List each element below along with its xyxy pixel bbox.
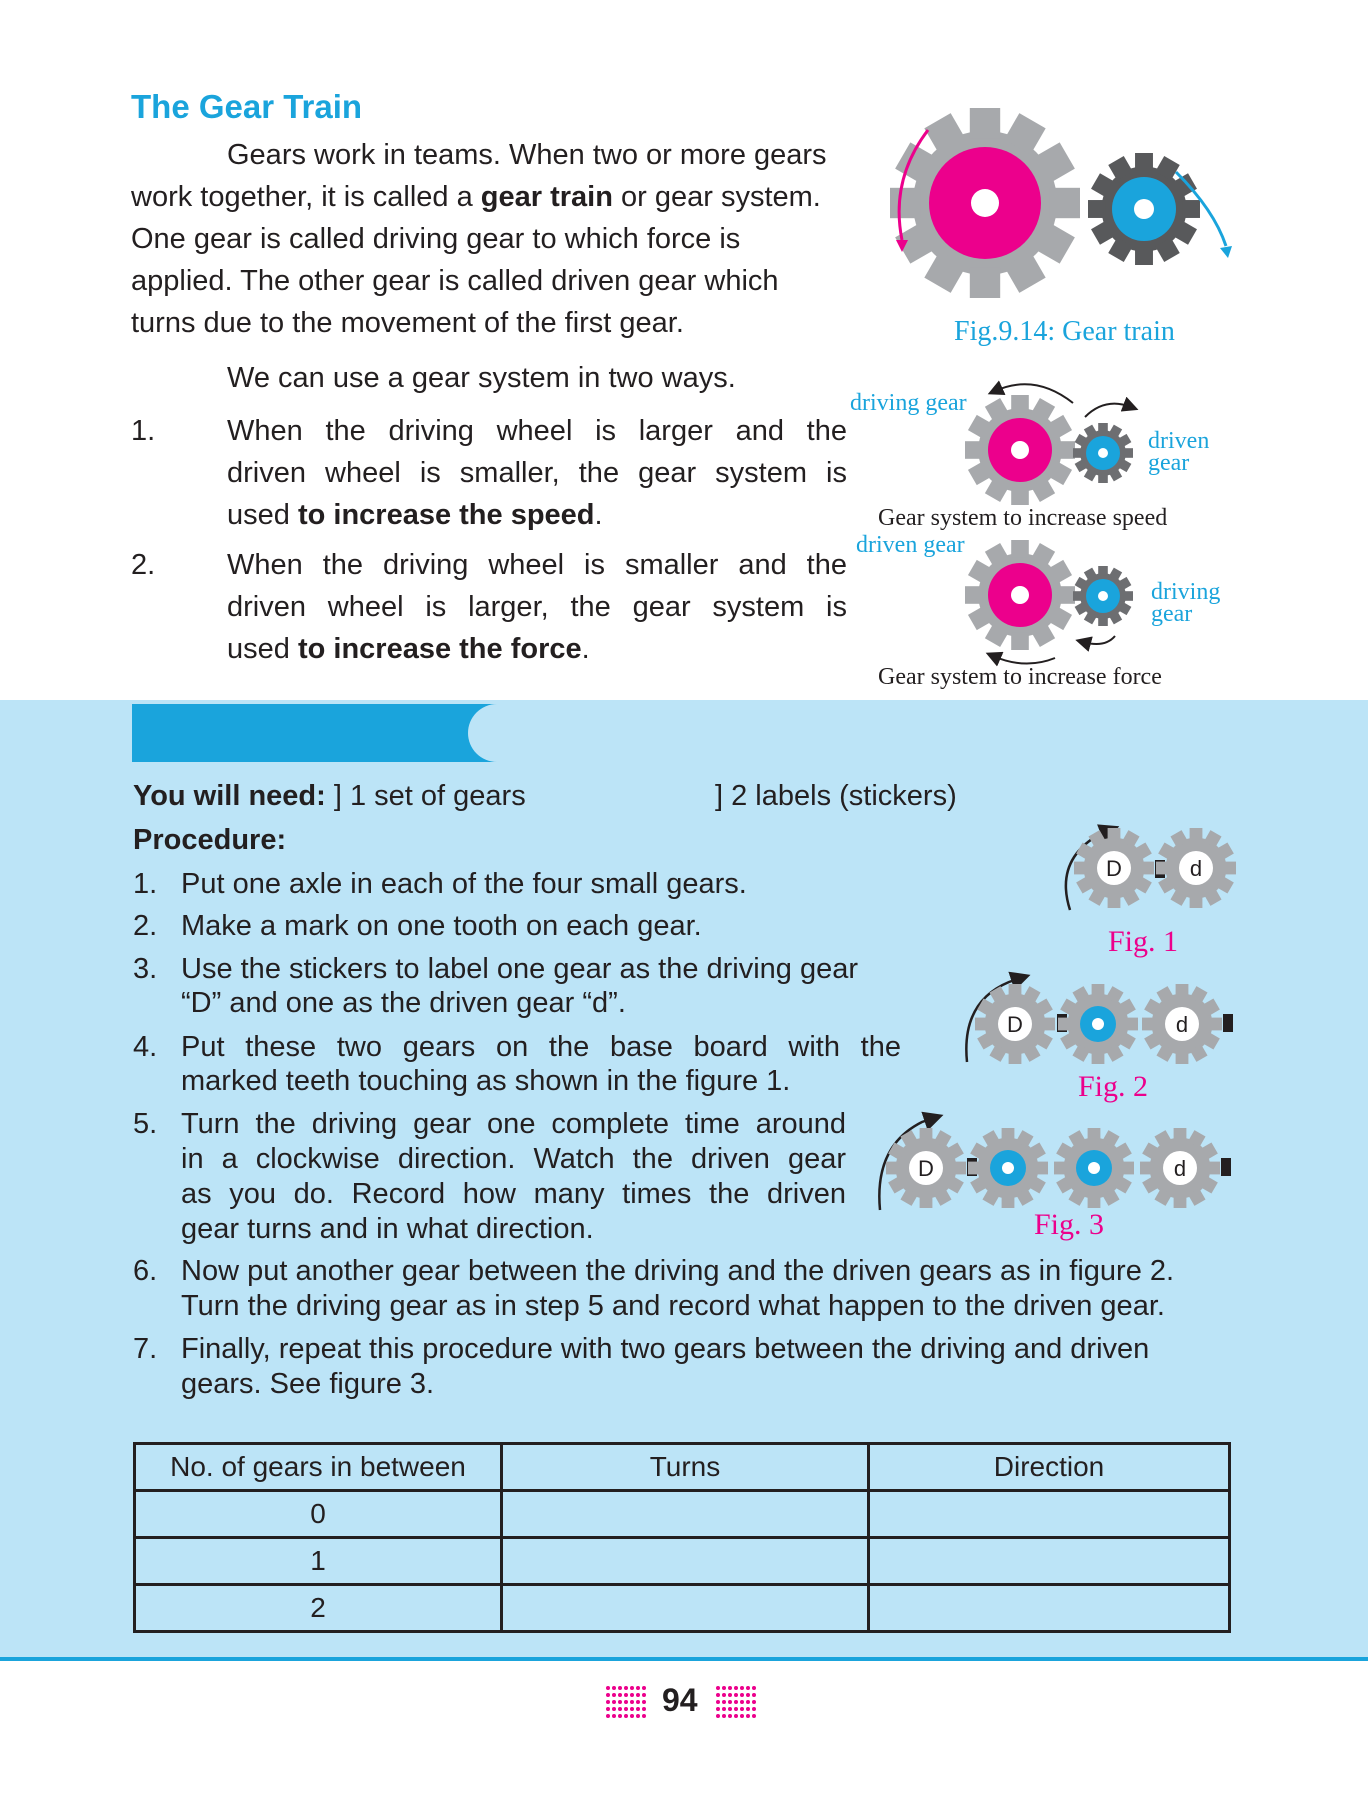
speed-driving-label: driving gear — [850, 390, 967, 416]
ways-list — [131, 410, 851, 670]
table-cell — [502, 1585, 869, 1632]
list-item — [131, 544, 851, 670]
list-number: 1. — [131, 415, 156, 447]
label-line: driving — [1151, 579, 1221, 605]
driving-letter: D — [1007, 1012, 1023, 1037]
intro-text: work together, it is called a — [131, 181, 481, 213]
force-driving-label — [1151, 581, 1220, 625]
driven-letter: d — [1173, 1156, 1187, 1181]
tooth-mark — [1221, 1158, 1231, 1176]
table-cell: 0 — [135, 1491, 502, 1538]
step-number: 2. — [133, 910, 158, 942]
fig1-caption: Fig. 1 — [1108, 925, 1179, 958]
step-number: 5. — [133, 1108, 158, 1140]
intro-line — [131, 176, 871, 218]
table-header-row — [135, 1444, 1230, 1491]
arrow-icon — [993, 656, 1055, 664]
table-row — [135, 1491, 1230, 1538]
list-text: . — [581, 633, 590, 665]
list-bold: to increase the force — [297, 633, 582, 665]
page-dots-right-icon — [714, 1684, 760, 1720]
step-number: 6. — [133, 1255, 158, 1287]
step-number: 4. — [133, 1031, 158, 1063]
small-gear-axle — [1134, 199, 1154, 219]
activity-header-tab — [468, 704, 1358, 762]
list-text: used — [227, 499, 298, 531]
step-number: 3. — [133, 953, 158, 985]
speed-driven-label — [1148, 430, 1209, 474]
table-cell — [502, 1538, 869, 1585]
step-text: Finally, repeat this procedure with two gears between the driving and driven — [181, 1333, 1150, 1365]
page-dots-left-icon — [604, 1684, 650, 1720]
speed-gear-illustration — [955, 375, 1165, 525]
intro-bold: gear train — [480, 181, 613, 213]
intro-line: We can use a gear system in two ways. — [227, 362, 736, 394]
section-title: The Gear Train — [131, 88, 363, 125]
step-text: in a clockwise direction. Watch the driven gear — [181, 1143, 846, 1175]
driving-letter: D — [918, 1156, 934, 1181]
need-item: ] 1 set of gears — [333, 780, 526, 812]
fig1-gears — [1040, 810, 1240, 940]
step-text: as you do. Record how many times the driven — [181, 1178, 846, 1210]
page-number: 94 — [662, 1682, 698, 1718]
intro-paragraph — [131, 134, 871, 344]
cw-arrow-icon — [1085, 404, 1131, 417]
intro-line: Gears work in teams. When two or more gears — [227, 139, 827, 171]
list-item — [131, 410, 851, 536]
list-line: driven wheel is smaller, the gear system is — [227, 457, 847, 489]
gear-train-illustration — [880, 100, 1240, 330]
need-label: You will need: — [133, 780, 326, 812]
table-header: Direction — [869, 1444, 1230, 1491]
tooth-mark — [1223, 1014, 1233, 1032]
list-line: When the driving wheel is larger and the — [227, 415, 847, 447]
table-cell — [869, 1585, 1230, 1632]
arrowhead-icon — [1220, 246, 1232, 258]
step-text: Put these two gears on the base board with the — [181, 1031, 901, 1063]
list-text: used — [227, 633, 298, 665]
step-text: Now put another gear between the driving and the driven gears as in figure 2. — [181, 1255, 1175, 1287]
list-line — [227, 628, 847, 670]
results-table — [133, 1442, 1231, 1633]
footer-rule — [0, 1657, 1368, 1661]
fig2-caption: Fig. 2 — [1078, 1070, 1149, 1103]
ccw-arrow-icon — [995, 384, 1073, 403]
gear-axle — [1092, 1018, 1104, 1030]
table-row — [135, 1585, 1230, 1632]
gear-axle — [1011, 586, 1029, 604]
table-cell — [502, 1491, 869, 1538]
arrow-icon — [1083, 636, 1115, 644]
table-header: Turns — [502, 1444, 869, 1491]
fig2-gears — [955, 962, 1240, 1082]
label-line: driven — [1148, 428, 1210, 454]
intro-line: turns due to the movement of the first gear. — [131, 307, 684, 339]
list-line: driven wheel is larger, the gear system is — [227, 591, 847, 623]
table-header: No. of gears in between — [135, 1444, 502, 1491]
intro-line: One gear is called driving gear to which force is — [131, 223, 741, 255]
table-cell — [869, 1491, 1230, 1538]
step-text: Use the stickers to label one gear as the driving gear — [181, 953, 859, 985]
gear-axle — [1098, 448, 1108, 458]
gear-axle — [1002, 1162, 1014, 1174]
table-cell: 2 — [135, 1585, 502, 1632]
list-text — [227, 410, 847, 536]
driving-letter: D — [1106, 856, 1122, 881]
gear-axle — [1011, 441, 1029, 459]
step-text: marked teeth touching as shown in the figure 1. — [181, 1065, 791, 1097]
force-gear-illustration — [955, 530, 1165, 680]
large-gear-axle — [971, 189, 999, 217]
driven-letter: d — [1189, 856, 1203, 881]
force-caption: Gear system to increase force — [878, 664, 1162, 690]
label-line: gear — [1148, 450, 1190, 476]
step-text: Turn the driving gear as in step 5 and record what happen to the driven gear. — [181, 1290, 1165, 1322]
table-cell: 1 — [135, 1538, 502, 1585]
table-cell — [869, 1538, 1230, 1585]
list-line: When the driving wheel is smaller and the — [227, 549, 847, 581]
step-text: “D” and one as the driven gear “d”. — [181, 987, 626, 1019]
list-number: 2. — [131, 549, 156, 581]
step-number: 1. — [133, 868, 158, 900]
list-line — [227, 494, 847, 536]
step-text: gear turns and in what direction. — [181, 1213, 594, 1245]
driven-letter: d — [1175, 1012, 1189, 1037]
fig-9-14-caption: Fig.9.14: Gear train — [954, 316, 1175, 347]
step-text: Turn the driving gear one complete time around — [181, 1108, 846, 1140]
intro-text: or gear system. — [612, 181, 821, 213]
speed-caption: Gear system to increase speed — [878, 505, 1168, 531]
procedure-label: Procedure: — [133, 824, 287, 856]
list-bold: to increase the speed — [297, 499, 595, 531]
fig3-caption: Fig. 3 — [1034, 1208, 1105, 1241]
list-text — [227, 544, 847, 670]
list-text: . — [594, 499, 603, 531]
need-item: ] 2 labels (stickers) — [715, 780, 957, 812]
intro-line: applied. The other gear is called driven gear which — [131, 265, 779, 297]
gear-axle — [1098, 591, 1108, 601]
you-will-need — [133, 780, 526, 813]
step-text: Put one axle in each of the four small gears. — [181, 868, 747, 900]
fig3-gears — [870, 1100, 1240, 1225]
step-number: 7. — [133, 1333, 158, 1365]
step-text: Make a mark on one tooth on each gear. — [181, 910, 702, 942]
label-line: gear — [1151, 601, 1193, 627]
table-row — [135, 1538, 1230, 1585]
force-driven-label: driven gear — [856, 532, 965, 558]
gear-axle — [1088, 1162, 1100, 1174]
step-text: gears. See figure 3. — [181, 1368, 435, 1400]
